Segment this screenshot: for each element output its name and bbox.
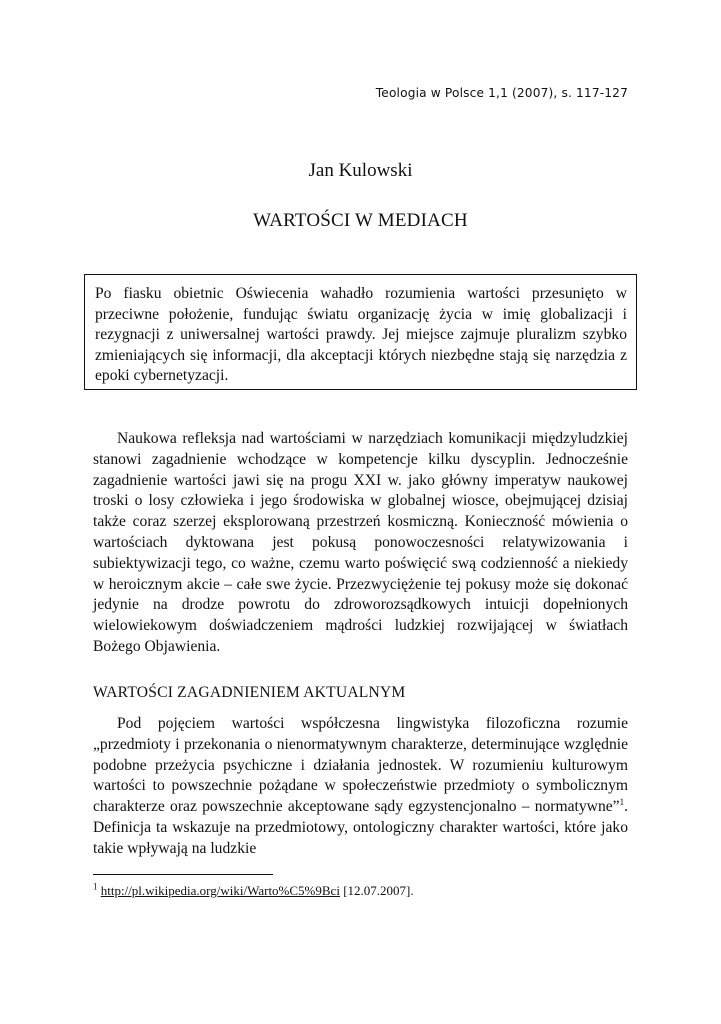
running-head: Teologia w Polsce 1,1 (2007), s. 117-127 <box>375 86 628 100</box>
author-name: Jan Kulowski <box>308 160 413 181</box>
body-paragraph-1: Naukowa refleksja nad wartościami w narzędziach komunikacji międzyludzkiej stanowi zagadnienie wchodzące w kompetencje kilku dyscyplin. Jednocześnie zagadnienie wartości jawi się na progu XXI w. jako główny imperatyw naukowej troski o losy człowieka i jego środowiska w globalnej wiosce, obejmującej dzisiaj także coraz szerzej eksplorowaną przestrzeń kosmiczną. Konieczność mówienia o wartościach dyktowana jest pokusą ponowoczesności relatywizowania i subiektywizacji tego, co ważne, czemu warto poświęcić swą codzienność a niekiedy w heroicznym akcie – całe swe życie. Przezwyciężenie tej pokusy może się dokonać jedynie na drodze powrotu do zdroworozsądkowych intuicji dopełnionych wielowiekowym doświadczeniem mądrości ludzkiej rozwijającej w światłach Bożego Objawienia. <box>93 430 628 655</box>
footnote-number: 1 <box>93 881 98 892</box>
footnote-divider <box>93 874 273 875</box>
footnote <box>93 883 628 899</box>
section-heading: WARTOŚCI ZAGADNIENIEM AKTUALNYM <box>93 684 406 701</box>
abstract-text: Po fiasku obietnic Oświecenia wahadło rozumienia wartości przesunięto w przeciwne położenie, fundując światu organizację życia w imię globalizacji i rezygnacji z uniwersalnej wartości prawdy. Jej miejsce zajmuje pluralizm szybko zmieniających się informacji, dla akceptacji których niezbędne stają się narzędzia z epoki cybernetyzacji. <box>95 285 627 385</box>
article-title: WARTOŚCI W MEDIACH <box>253 210 468 231</box>
abstract-box <box>84 274 637 390</box>
footnote-date: [12.07.2007]. <box>339 883 414 898</box>
paragraph-2-text-after-note: . Definicja ta wskazuje na przedmiotowy, ontologiczny charakter wartości, które jako takie wpływają na ludzkie <box>93 798 628 857</box>
footnote-link[interactable]: http://pl.wikipedia.org/wiki/Warto%C5%9Bci <box>100 883 340 898</box>
footnote-reference[interactable]: 1 <box>619 797 625 807</box>
body-paragraph-2 <box>93 714 628 860</box>
paragraph-2-text-before-note: Pod pojęciem wartości współczesna lingwistyka filozoficzna rozumie „przedmioty i przekonania o nienormatywnym charakterze, determinujące względnie podobne przeżycia psychiczne i działania jednostek. W rozumieniu kulturowym wartości to powszechnie pożądane w społeczeństwie przedmioty o symbolicznym charakterze oraz powszechnie akceptowane sądy egzystencjonalno – normatywne” <box>93 715 628 816</box>
